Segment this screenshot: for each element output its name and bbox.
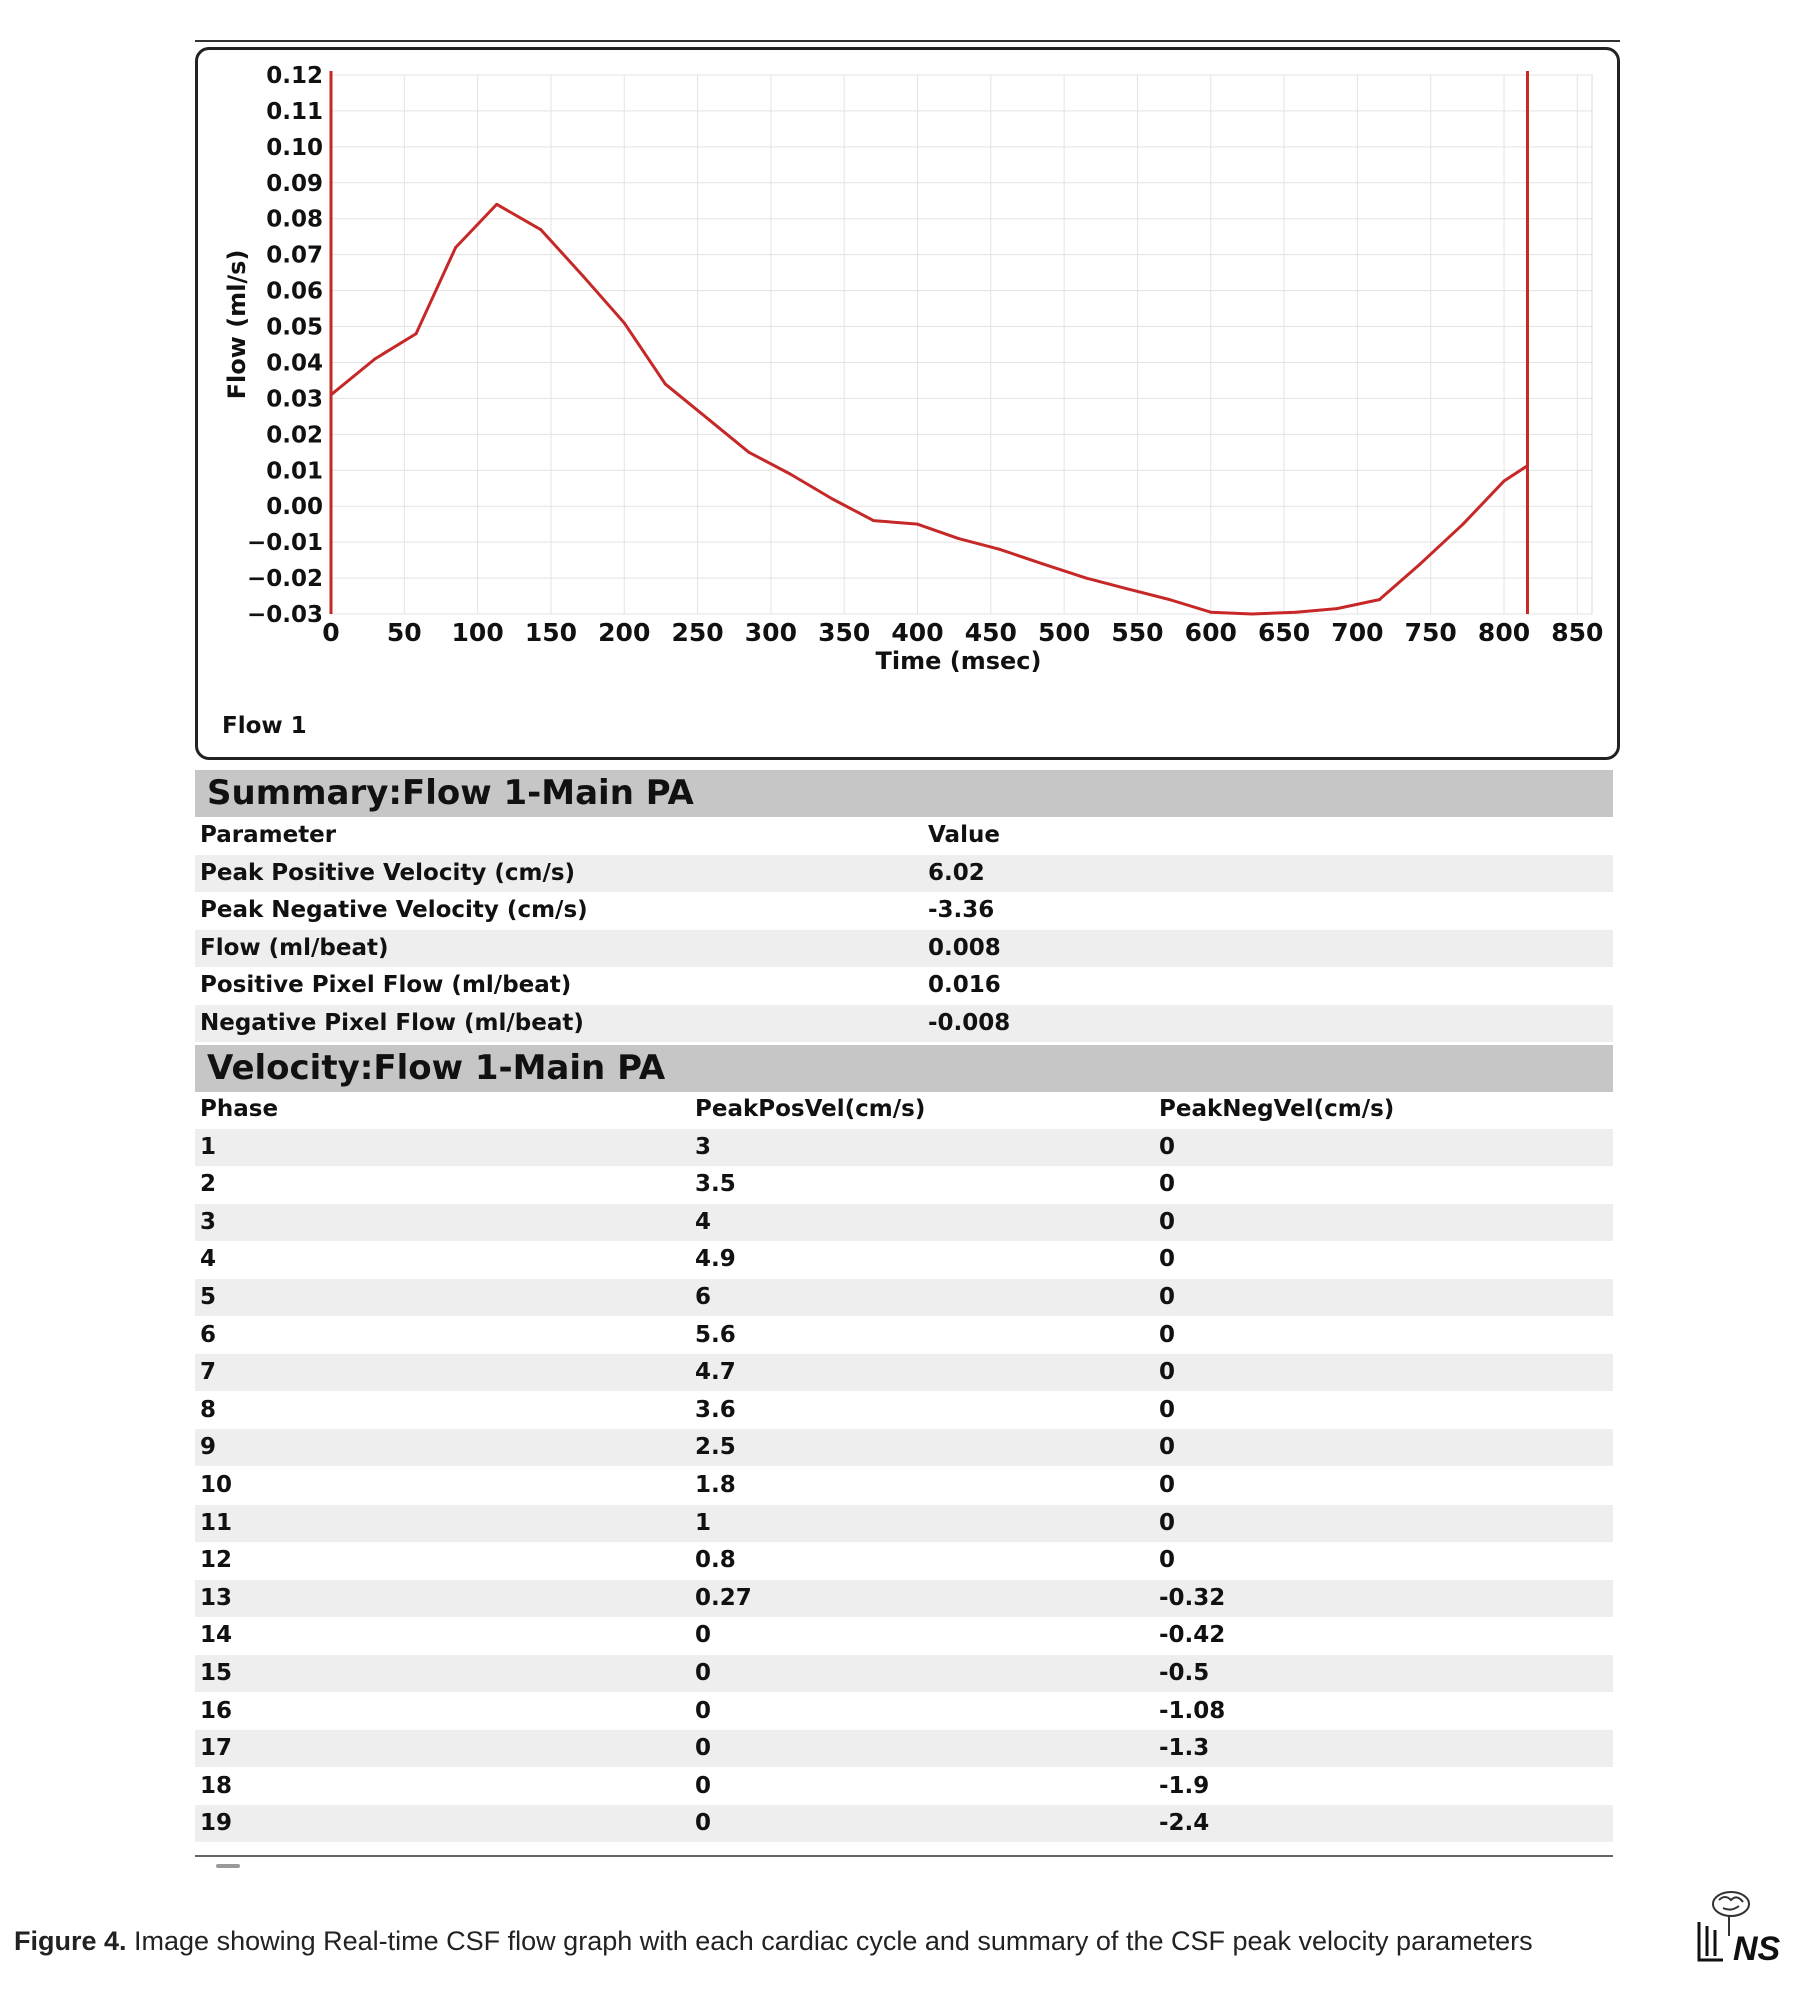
table-cell: 19 (200, 1810, 233, 1837)
flow-data-point (1250, 613, 1253, 616)
table-cell: 4.7 (695, 1359, 736, 1386)
table-cell: 0 (695, 1622, 712, 1649)
flow-data-point (1085, 577, 1088, 580)
table-cell: 2.5 (695, 1434, 736, 1461)
table-row (195, 1354, 1613, 1391)
table-row (195, 1617, 1613, 1654)
flow-data-point (831, 498, 834, 501)
table-cell: 1.8 (695, 1472, 736, 1498)
y-tick-label: 0.02 (266, 422, 323, 449)
flow-data-point (1378, 598, 1381, 601)
flow-data-point (373, 357, 376, 360)
x-tick-label: 650 (1257, 618, 1311, 647)
column-header: Phase (200, 1096, 279, 1122)
table-row (195, 1542, 1613, 1579)
table-row (195, 967, 1613, 1004)
flow-chart (0, 0, 1815, 800)
table-row (195, 1166, 1613, 1203)
flow-data-point (1168, 598, 1171, 601)
y-tick-label: 0.09 (266, 170, 323, 197)
x-axis-label: Time (msec) (875, 647, 1042, 675)
flow-data-point (664, 383, 667, 386)
table-cell: 6 (200, 1321, 217, 1348)
x-tick-label: 450 (964, 618, 1017, 647)
table-cell: 11 (200, 1509, 233, 1536)
flow-data-point (872, 519, 875, 522)
x-tick-label: 700 (1331, 618, 1384, 647)
table-cell: 0 (1159, 1434, 1176, 1461)
table-cell: 16 (200, 1697, 233, 1724)
table-row (195, 1317, 1613, 1354)
x-tick-label: 600 (1184, 618, 1237, 647)
table-cell: 6.02 (928, 859, 985, 886)
table-row (195, 1693, 1613, 1730)
figure-caption (14, 1926, 1533, 1957)
table-row (195, 1768, 1613, 1805)
table-cell: Flow (ml/beat) (200, 934, 389, 961)
table-cell: 0 (1159, 1133, 1176, 1160)
caption-label: Figure 4. (14, 1926, 127, 1956)
table-cell: 0 (695, 1810, 712, 1837)
table-cell: 0 (1159, 1359, 1176, 1386)
table-cell: 0.27 (695, 1584, 752, 1611)
flow-data-point (582, 275, 585, 278)
flow-data-point (415, 332, 418, 335)
table-cell: 0 (1159, 1171, 1176, 1198)
logo-text: NS (1733, 1930, 1781, 1966)
y-tick-label: 0.07 (266, 242, 323, 269)
x-tick-label: 300 (744, 618, 797, 647)
y-tick-label: 0.04 (266, 350, 323, 377)
y-tick-label: 0.06 (266, 278, 323, 305)
flow-data-point (1126, 587, 1129, 590)
flow-data-point (623, 321, 626, 324)
flow-data-point (708, 418, 711, 421)
table-cell: 1 (695, 1509, 712, 1536)
x-tick-label: 850 (1551, 618, 1604, 647)
table-row (195, 1580, 1613, 1617)
velocity-header-row (195, 1091, 1613, 1128)
table-row (195, 1730, 1613, 1767)
table-cell: Negative Pixel Flow (ml/beat) (200, 1010, 584, 1036)
y-tick-label: 0.00 (266, 494, 323, 521)
y-tick-label: −0.01 (246, 530, 323, 557)
table-row (195, 1467, 1613, 1504)
table-cell: 0 (1159, 1246, 1176, 1273)
column-header: Value (928, 822, 1000, 848)
flow-data-point (1335, 607, 1338, 610)
column-header: PeakNegVel(cm/s) (1159, 1096, 1395, 1122)
table-cell: -2.4 (1159, 1810, 1210, 1837)
x-tick-label: 150 (524, 618, 578, 647)
table-cell: 13 (200, 1584, 233, 1611)
table-cell: 0 (1159, 1321, 1176, 1348)
y-tick-label: 0.10 (266, 134, 323, 161)
table-cell: 12 (200, 1547, 233, 1574)
table-cell: 7 (200, 1359, 217, 1386)
table-cell: -1.9 (1159, 1772, 1210, 1799)
table-row (195, 1204, 1613, 1241)
table-cell: Peak Positive Velocity (cm/s) (200, 859, 576, 886)
flow-data-point (1419, 562, 1422, 565)
table-cell: 5 (200, 1284, 217, 1310)
table-row (195, 1805, 1613, 1842)
table-cell: 0 (695, 1660, 712, 1686)
table-cell: 6 (695, 1284, 712, 1310)
table-row (195, 1429, 1613, 1466)
table-cell: 0 (1159, 1547, 1176, 1574)
panel-label: Flow 1 (222, 713, 307, 739)
y-tick-label: −0.03 (246, 602, 323, 628)
table-cell: Peak Negative Velocity (cm/s) (200, 897, 588, 924)
table-cell: 0 (1159, 1396, 1176, 1423)
table-cell: 0.016 (928, 972, 1001, 999)
table-row (195, 1129, 1613, 1166)
table-cell: 0 (1159, 1472, 1176, 1498)
table-row (195, 1505, 1613, 1542)
table-row (195, 1279, 1613, 1316)
table-cell: 0.008 (928, 934, 1001, 961)
y-tick-label: 0.03 (266, 386, 323, 413)
caption-text: Image showing Real-time CSF flow graph with each cardiac cycle and summary of the CSF peak velocity parameters (126, 1926, 1533, 1956)
table-row (195, 855, 1613, 892)
table-cell: 18 (200, 1772, 233, 1799)
flow-data-point (998, 548, 1001, 551)
table-cell: 10 (200, 1472, 233, 1498)
summary-header-row (195, 817, 1613, 854)
ln-mark (1699, 1922, 1723, 1960)
table-cell: 14 (200, 1622, 233, 1649)
table-cell: 4.9 (695, 1246, 736, 1273)
table-cell: -0.32 (1159, 1584, 1226, 1611)
table-cell: 0 (695, 1735, 712, 1762)
table-cell: -0.5 (1159, 1660, 1210, 1686)
flow-data-point (1209, 611, 1212, 614)
x-tick-label: 250 (671, 618, 724, 647)
flow-data-point (330, 393, 333, 396)
table-cell: 3 (695, 1133, 712, 1160)
y-tick-label: −0.02 (246, 566, 323, 593)
x-tick-label: 50 (386, 618, 422, 647)
table-cell: 2 (200, 1171, 217, 1198)
flow-data-point (1461, 523, 1464, 526)
flow-data-point (1041, 562, 1044, 565)
table-cell: 3 (200, 1208, 217, 1235)
flow-data-point (788, 472, 791, 475)
table-cell: -3.36 (928, 897, 995, 924)
table-cell: 9 (200, 1434, 217, 1461)
table-cell: 3.6 (695, 1396, 736, 1423)
summary-title: Summary:Flow 1-Main PA (195, 770, 1613, 817)
y-tick-label: 0.05 (266, 314, 323, 341)
table-row (195, 930, 1613, 967)
flow-data-point (1525, 465, 1528, 468)
table-cell: 0 (1159, 1284, 1176, 1310)
flow-data-point (747, 451, 750, 454)
table-cell: 3.5 (695, 1171, 736, 1198)
x-tick-label: 200 (598, 618, 651, 647)
bottom-rule (195, 1855, 1613, 1857)
table-cell: -1.08 (1159, 1697, 1226, 1724)
table-row (195, 1241, 1613, 1278)
table-cell: -0.008 (928, 1010, 1011, 1036)
flow-data-point (454, 246, 457, 249)
bottom-mark (216, 1864, 240, 1868)
table-cell: 0.8 (695, 1547, 736, 1574)
flow-data-point (495, 203, 498, 206)
table-row (195, 1005, 1613, 1042)
y-tick-label: 0.12 (266, 63, 323, 89)
x-tick-label: 750 (1404, 618, 1457, 647)
table-cell: 5.6 (695, 1321, 736, 1348)
plot-area (331, 75, 1592, 614)
table-cell: -0.42 (1159, 1622, 1226, 1649)
table-cell: 0 (695, 1772, 712, 1799)
table-cell: 0 (695, 1697, 712, 1724)
x-tick-label: 350 (818, 618, 871, 647)
flow-data-point (539, 228, 542, 231)
x-tick-label: 0 (322, 618, 340, 647)
x-tick-label: 400 (891, 618, 944, 647)
x-tick-label: 500 (1038, 618, 1091, 647)
y-tick-label: 0.01 (266, 458, 323, 485)
y-tick-label: 0.08 (266, 206, 323, 233)
journal-logo (1693, 1886, 1803, 1966)
x-tick-label: 100 (451, 618, 504, 647)
x-tick-label: 550 (1111, 618, 1164, 647)
flow-data-point (957, 537, 960, 540)
table-cell: 8 (200, 1396, 217, 1423)
y-axis-label: Flow (ml/s) (223, 249, 251, 400)
flow-data-point (1503, 480, 1506, 483)
table-cell: 17 (200, 1735, 233, 1762)
table-cell: 0 (1159, 1208, 1176, 1235)
table-cell: 4 (695, 1208, 712, 1235)
table-cell: 4 (200, 1246, 217, 1273)
table-cell: 15 (200, 1660, 233, 1686)
table-row (195, 892, 1613, 929)
table-row (195, 1655, 1613, 1692)
velocity-title: Velocity:Flow 1-Main PA (195, 1045, 1613, 1092)
y-tick-label: 0.11 (266, 98, 323, 125)
table-cell: 0 (1159, 1509, 1176, 1536)
column-header: PeakPosVel(cm/s) (695, 1096, 926, 1122)
table-cell: Positive Pixel Flow (ml/beat) (200, 972, 572, 999)
table-cell: 1 (200, 1133, 217, 1160)
flow-data-point (1294, 611, 1297, 614)
x-tick-label: 800 (1477, 618, 1531, 647)
flow-data-point (916, 523, 919, 526)
table-cell: -1.3 (1159, 1735, 1210, 1762)
table-row (195, 1392, 1613, 1429)
column-header: Parameter (200, 822, 337, 848)
